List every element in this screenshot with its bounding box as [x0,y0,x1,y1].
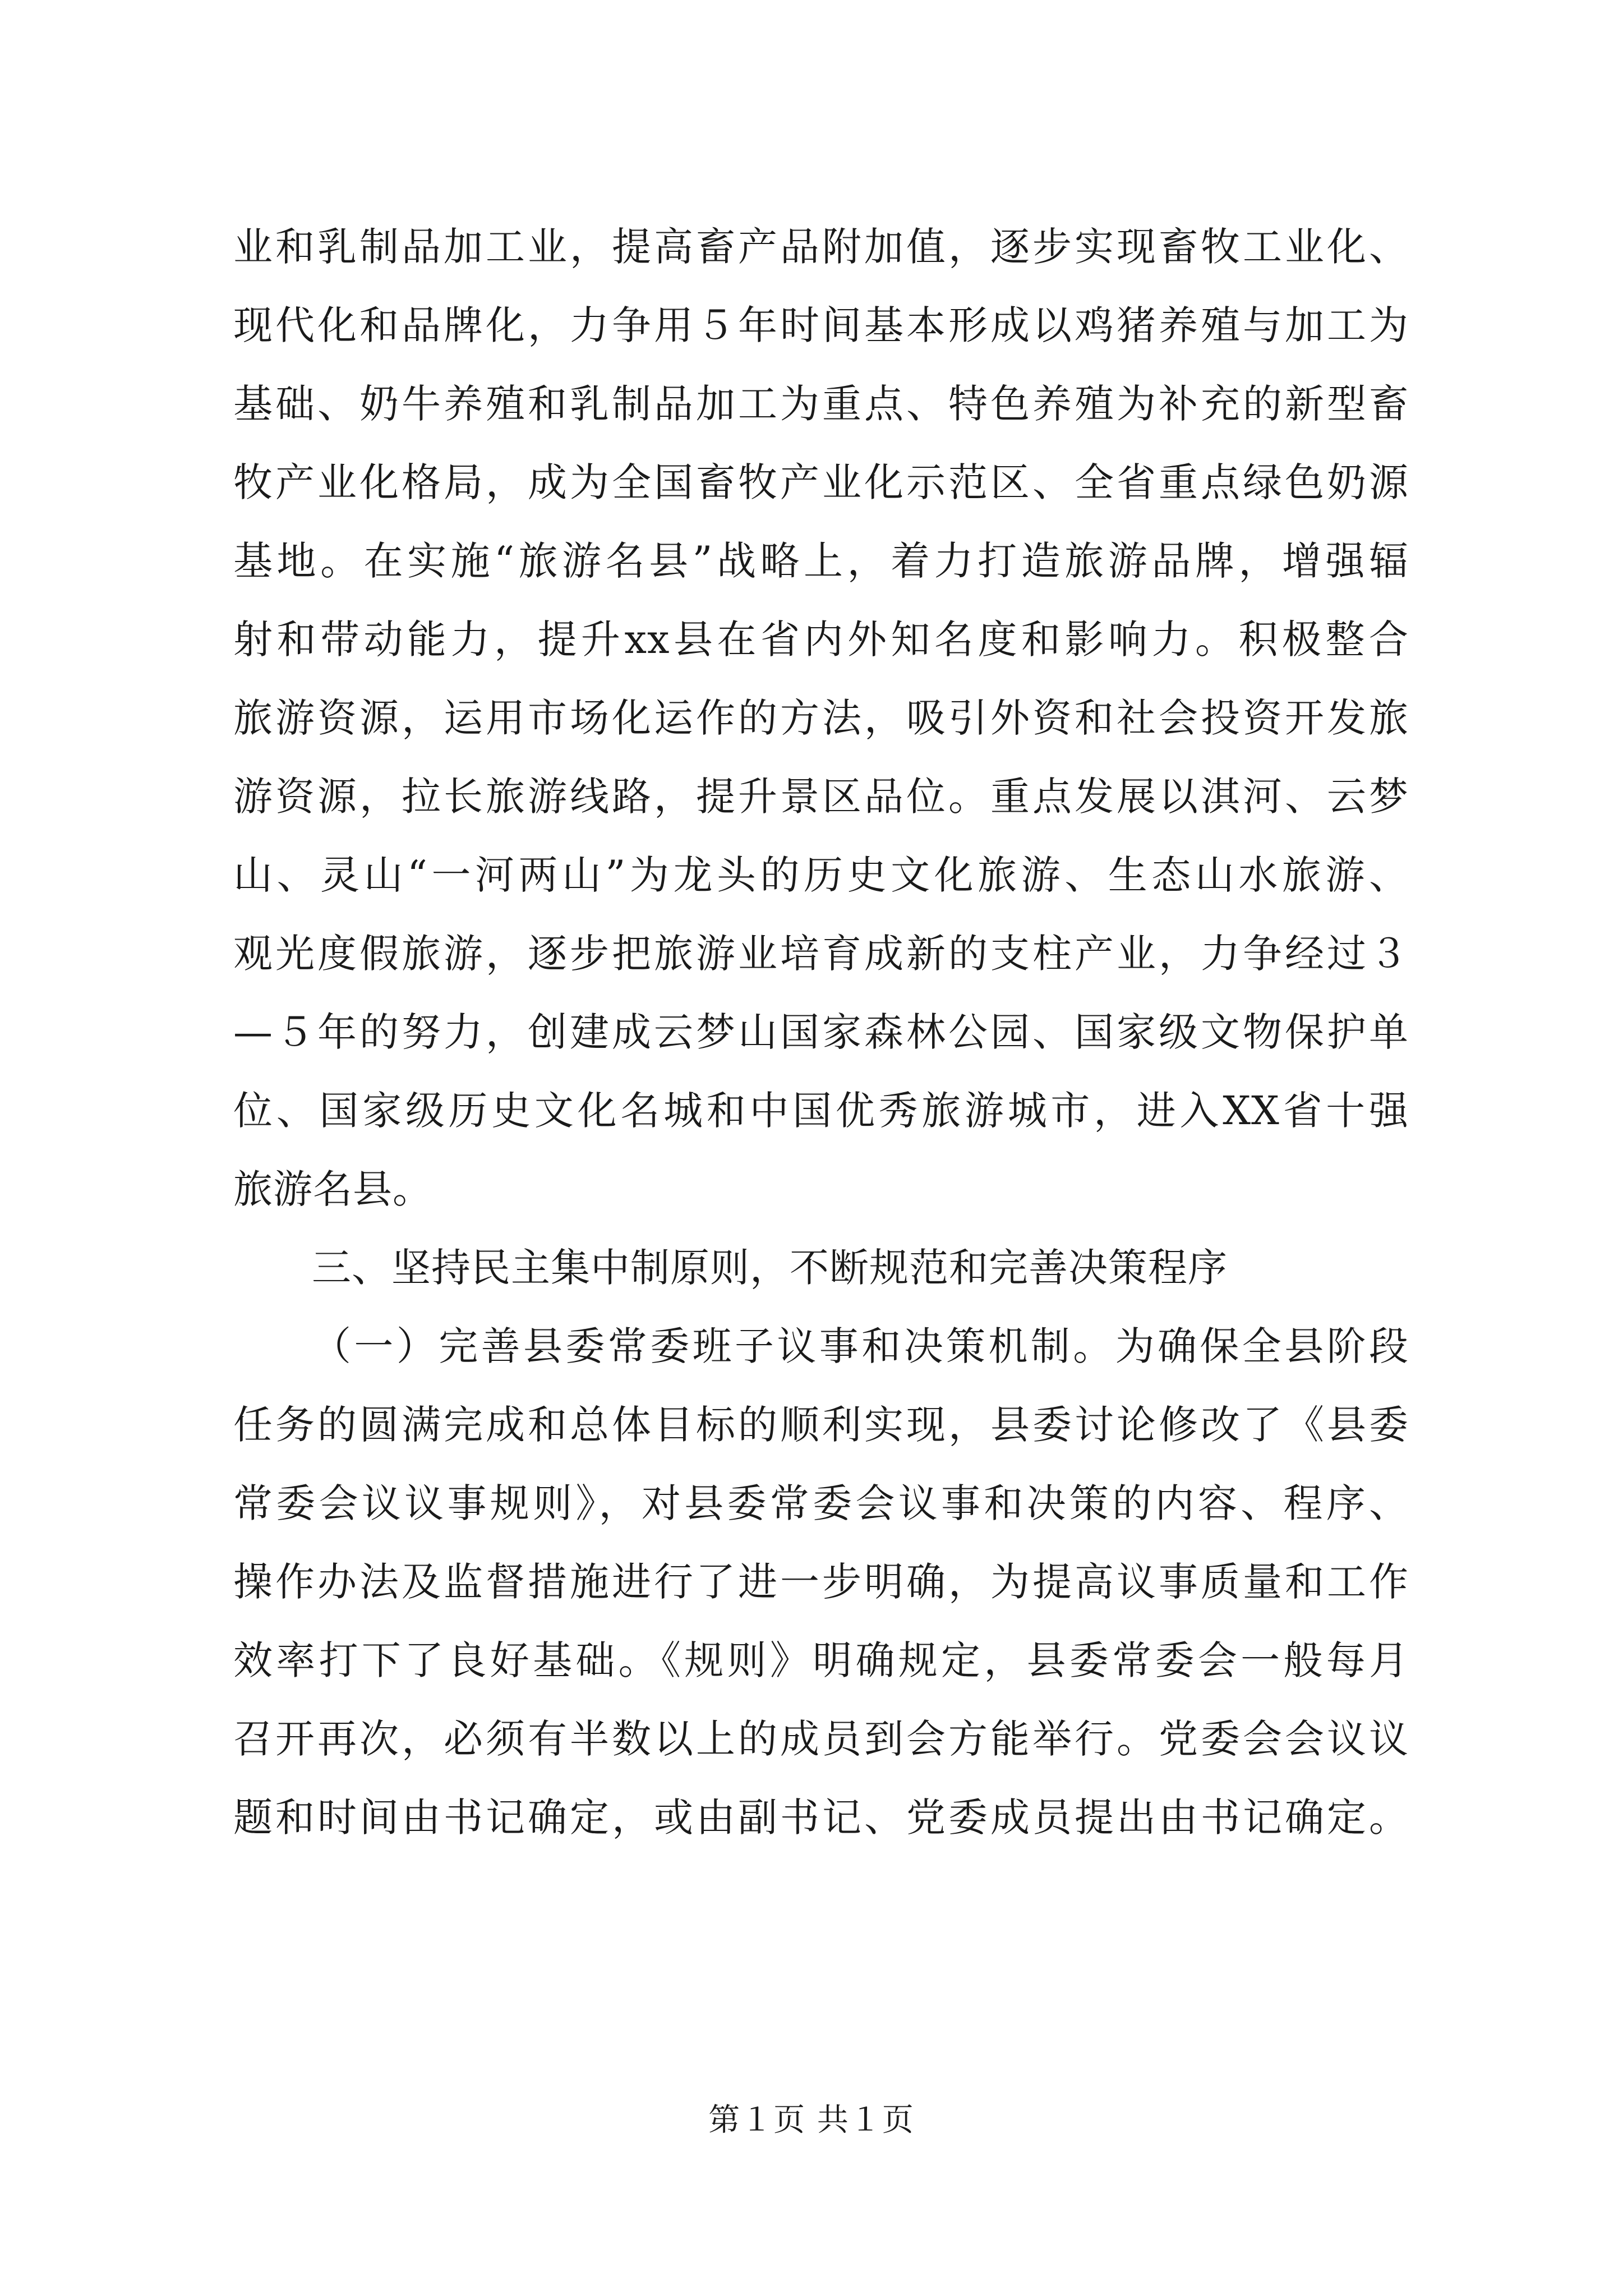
document-body [233,208,1409,1857]
body-line: 业和乳制品加工业，提高畜产品附加值，逐步实现畜牧工业化、 [233,224,1409,270]
body-line: 基础、奶牛养殖和乳制品加工为重点、特色养殖为补充的新型畜 [233,381,1409,427]
body-line: 召开再次，必须有半数以上的成员到会方能举行。党委会会议议 [233,1716,1409,1762]
body-line: 山、灵山“一河两山”为龙头的历史文化旅游、生态山水旅游、 [233,852,1409,898]
section-heading: 三、坚持民主集中制原则，不断规范和完善决策程序 [312,1245,1228,1291]
subsection-first-line: （一）完善县委常委班子议事和决策机制。为确保全县阶段 [312,1323,1409,1369]
body-line: 题和时间由书记确定，或由副书记、党委成员提出由书记确定。 [233,1795,1409,1841]
body-line: 效率打下了良好基础。《规则》明确规定，县委常委会一般每月 [233,1637,1409,1683]
body-line: 位、国家级历史文化名城和中国优秀旅游城市，进入XX省十强 [233,1088,1409,1134]
body-line: 操作办法及监督措施进行了进一步明确，为提高议事质量和工作 [233,1559,1409,1605]
body-line: 现代化和品牌化，力争用５年时间基本形成以鸡猪养殖与加工为 [233,302,1409,348]
body-line: 牧产业化格局，成为全国畜牧产业化示范区、全省重点绿色奶源 [233,459,1409,505]
body-line: 观光度假旅游，逐步把旅游业培育成新的支柱产业，力争经过３ [233,931,1409,977]
body-line: 射和带动能力，提升xx县在省内外知名度和影响力。积极整合 [233,616,1409,662]
body-line: 基地。在实施“旅游名县”战略上，着力打造旅游品牌，增强辐 [233,538,1409,584]
body-line: 常委会议议事规则》，对县委常委会议事和决策的内容、程序、 [233,1480,1409,1526]
body-line: 旅游名县。 [233,1166,432,1212]
body-line: 任务的圆满完成和总体目标的顺利实现，县委讨论修改了《县委 [233,1402,1409,1448]
body-line: 游资源，拉长旅游线路，提升景区品位。重点发展以淇河、云梦 [233,774,1409,820]
body-line: —５年的努力，创建成云梦山国家森林公园、国家级文物保护单 [233,1009,1409,1055]
page-number-footer: 第１页 共１页 [708,2102,915,2138]
body-line: 旅游资源，运用市场化运作的方法，吸引外资和社会投资开发旅 [233,695,1409,741]
